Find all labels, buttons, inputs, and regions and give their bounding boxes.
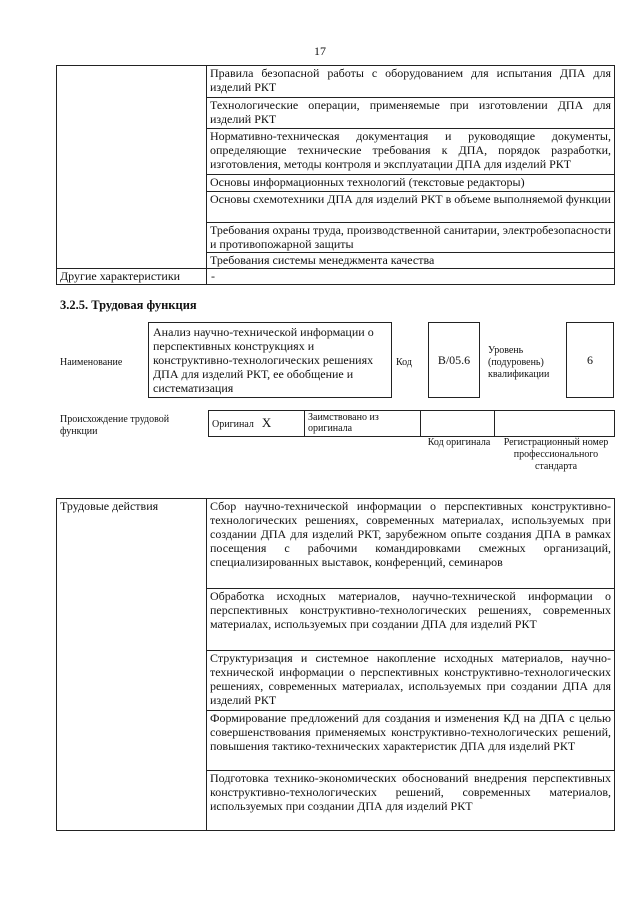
qualification-level-box — [566, 322, 614, 398]
knowledge-item: Основы информационных технологий (текстовые редакторы) — [207, 175, 615, 192]
labor-action-item: Обработка исходных материалов, научно-технической информации о перспективных конструктивно-технологических решениях, современных материалах, используемых при создании ДПА для изделий РКТ — [207, 589, 615, 651]
other-characteristics-label: Другие характеристики — [57, 269, 207, 285]
other-characteristics-value: - — [207, 269, 615, 285]
origin-label: Происхождение трудовой функции — [60, 414, 170, 437]
qualification-level-label: Уровень (подуровень) квалификации — [488, 345, 550, 380]
borrowed-label: Заимствовано из оригинала — [305, 411, 421, 437]
labor-actions-table — [56, 498, 615, 831]
original-label: Оригинал — [212, 419, 254, 430]
name-label: Наименование — [60, 357, 123, 368]
page-number: 17 — [314, 44, 326, 58]
original-cell — [209, 411, 305, 437]
knowledge-label-cell — [57, 66, 207, 269]
section-heading: 3.2.5. Трудовая функция — [60, 298, 197, 312]
code-label: Код — [396, 357, 412, 368]
function-name-box: Анализ научно-технической информации о перспективных конструкциях и конструктивно-технологических решениях ДПА для изделий РКТ, ее обобщение и систематизация — [148, 322, 392, 398]
code-original-label: Код оригинала — [427, 437, 491, 448]
knowledge-item: Основы схемотехники ДПА для изделий РКТ в объеме выполняемой функции — [207, 192, 615, 223]
knowledge-item: Правила безопасной работы с оборудованием для испытания ДПА для изделий РКТ — [207, 66, 615, 98]
reg-number-cell — [495, 411, 615, 437]
reg-number-label: Регистрационный номер профессионального стандарта — [503, 437, 609, 472]
knowledge-item: Нормативно-техническая документация и руководящие документы, определяющие технические требования к ДПА, порядок разработки, изготовления, методы контроля и эксплуатации ДПА для изделий РКТ — [207, 129, 615, 175]
qualification-level-value: 6 — [587, 352, 593, 367]
labor-action-item: Подготовка технико-экономических обоснований внедрения перспективных конструктивно-технологических решений, современных материалов, используемых при создании ДПА для изделий РКТ — [207, 771, 615, 831]
labor-action-item: Формирование предложений для создания и изменения КД на ДПА с целью совершенствования применяемых конструктивно-технологических решений, повышения тактико-технических характеристик ДПА для изделий РКТ — [207, 711, 615, 771]
function-code-value: В/05.6 — [437, 352, 471, 367]
function-code-box — [428, 322, 480, 398]
knowledge-item: Технологические операции, применяемые при изготовлении ДПА для изделий РКТ — [207, 98, 615, 129]
knowledge-table — [56, 65, 615, 285]
labor-action-item: Сбор научно-технической информации о перспективных конструктивно-технологических решениях, современных материалах, используемых при создании ДПА для изделий РКТ, зарубежном опыте создания ДПА в рамках посещения с рабочими командировками смежных организаций, специализированных выставок, конференций, семинаров — [207, 499, 615, 589]
labor-action-item: Структуризация и системное накопление исходных материалов, научно-технической информации о перспективных конструктивно-технологических решениях, современных материалах, используемых при создании ДПА для изделий РКТ — [207, 651, 615, 711]
knowledge-item: Требования системы менеджмента качества — [207, 253, 615, 269]
original-mark: X — [261, 415, 272, 430]
knowledge-item: Требования охраны труда, производственной санитарии, электробезопасности и противопожарной защиты — [207, 223, 615, 253]
origin-table — [208, 410, 615, 437]
labor-actions-label: Трудовые действия — [57, 499, 207, 831]
code-original-cell — [421, 411, 495, 437]
